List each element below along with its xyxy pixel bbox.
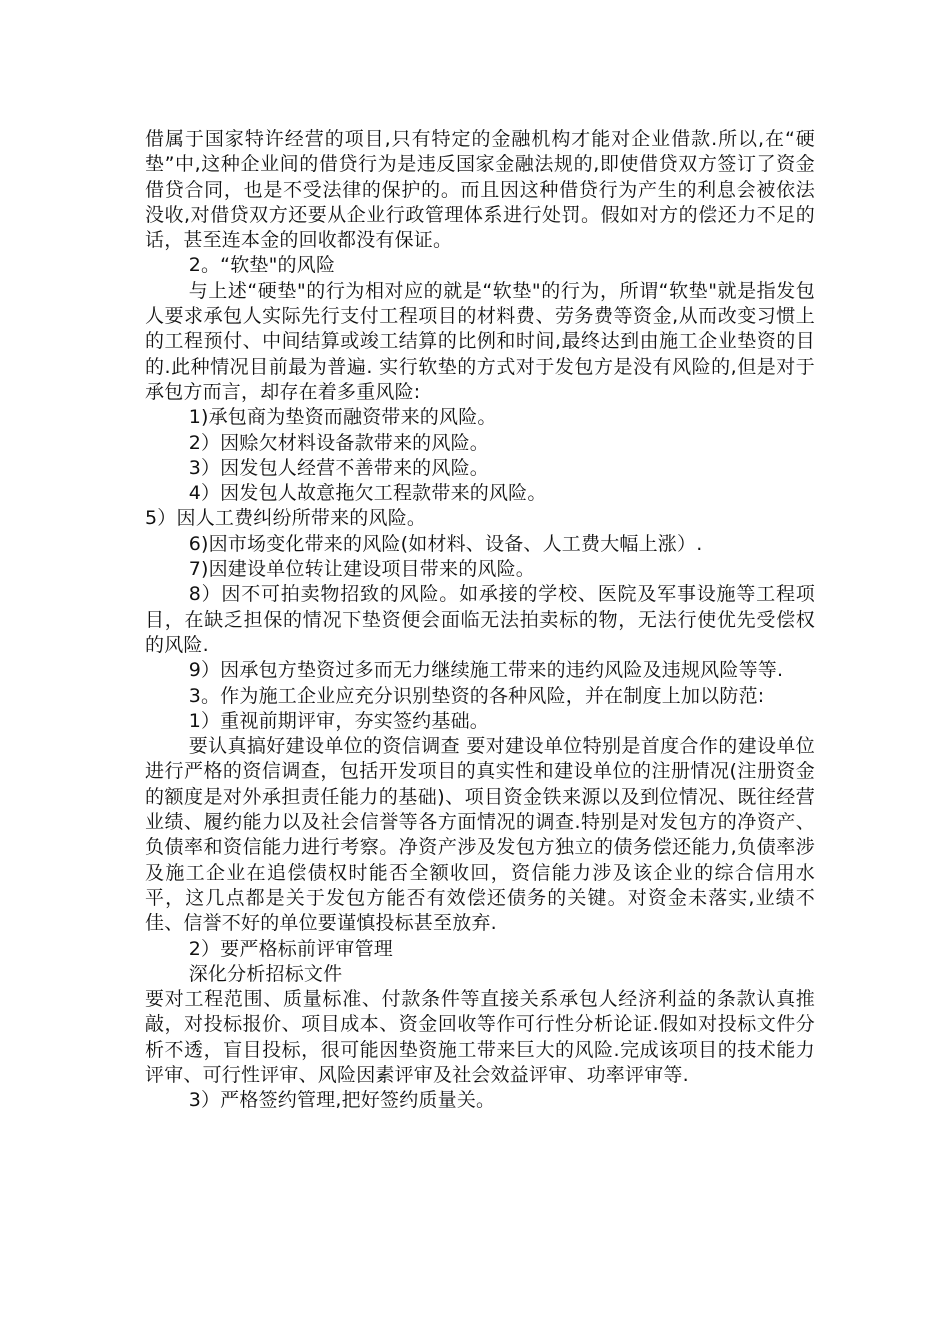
subheading-pre-review: 1）重视前期评审，夯实签约基础。 [188,709,489,732]
paragraph-soft-pad-definition: 与上述“硬垫"的行为相对应的就是“软垫"的行为，所谓“软垫"就是指发包人要求承包人实际先行支付工程项目的材料费、劳务费等资金,从而改变习惯上的工程预付、中间结算或竣工结算的比例和时间,最终达到由施工企业垫资的目的.此种情况目前最为普遍. 实行软垫的方式对于发包方是没有风险的,但是对于承包方而言，却存在着多重风险: [145,279,815,403]
paragraph-credit-investigation: 要认真搞好建设单位的资信调查 要对建设单位特别是首度合作的建设单位进行严格的资信调查，包括开发项目的真实性和建设单位的注册情况(注册资金的额度是对外承担责任能力的基础)、项目资金铁来源以及到位情况、既往经营业绩、履约能力以及社会信誉等各方面情况的调查.特别是对发包方的净资产、负债率和资信能力进行考察。净资产涉及发包方独立的债务偿还能力,负债率涉及施工企业在追偿债权时能否全额收回，资信能力涉及该企业的综合信用水平，这几点都是关于发包方能否有效偿还债务的关键。对资金未落实,业绩不佳、信誉不好的单位要谨慎投标甚至放弃. [145,735,815,935]
heading-soft-pad-risk: 2。“软垫"的风险 [188,254,336,277]
list-item-risk-3: 3）因发包人经营不善带来的风险。 [188,456,489,479]
list-item-risk-8: 8）因不可拍卖物招致的风险。如承接的学校、医院及军事设施等工程项目，在缺乏担保的情况下垫资便会面临无法拍卖标的物，无法行使优先受偿权的风险. [145,583,815,656]
paragraph-tender-analysis: 要对工程范围、质量标准、付款条件等直接关系承包人经济利益的条款认真推敲，对投标报价、项目成本、资金回收等作可行性分析论证.假如对投标文件分析不透，盲目投标，很可能因垫资施工带来巨大的风险.完成该项目的技术能力评审、可行性评审、风险因素评审及社会效益评审、功率评审等. [145,988,815,1086]
list-item-risk-4: 4）因发包人故意拖欠工程款带来的风险。 [188,482,547,505]
list-item-risk-7: 7)因建设单位转让建设项目带来的风险。 [188,558,535,581]
subheading-analyze-tender: 深化分析招标文件 [188,962,343,985]
subheading-bid-review: 2）要严格标前评审管理 [188,937,393,960]
subheading-contract-management: 3）严格签约管理,把好签约质量关。 [188,1089,496,1112]
heading-risk-identification: 3。作为施工企业应充分识别垫资的各种风险，并在制度上加以防范: [188,684,765,707]
list-item-risk-9: 9）因承包方垫资过多而无力继续施工带来的违约风险及违规风险等等. [188,659,784,682]
list-item-risk-1: 1)承包商为垫资而融资带来的风险。 [188,406,497,429]
list-item-risk-5: 5）因人工费纠纷所带来的风险。 [145,507,427,530]
list-item-risk-6: 6)因市场变化带来的风险(如材料、设备、人工费大幅上涨）. [188,532,703,555]
list-item-risk-2: 2）因赊欠材料设备款带来的风险。 [188,431,489,454]
document-body [145,127,815,1114]
paragraph-hard-pad-continued: 借属于国家特许经营的项目,只有特定的金融机构才能对企业借款.所以,在“硬垫”中,这种企业间的借贷行为是违反国家金融法规的,即使借贷双方签订了资金借贷合同，也是不受法律的保护的。而且因这种借贷行为产生的利息会被依法没收,对借贷双方还要从企业行政管理体系进行处罚。假如对方的偿还力不足的话，甚至连本金的回收都没有保证。 [145,128,815,252]
